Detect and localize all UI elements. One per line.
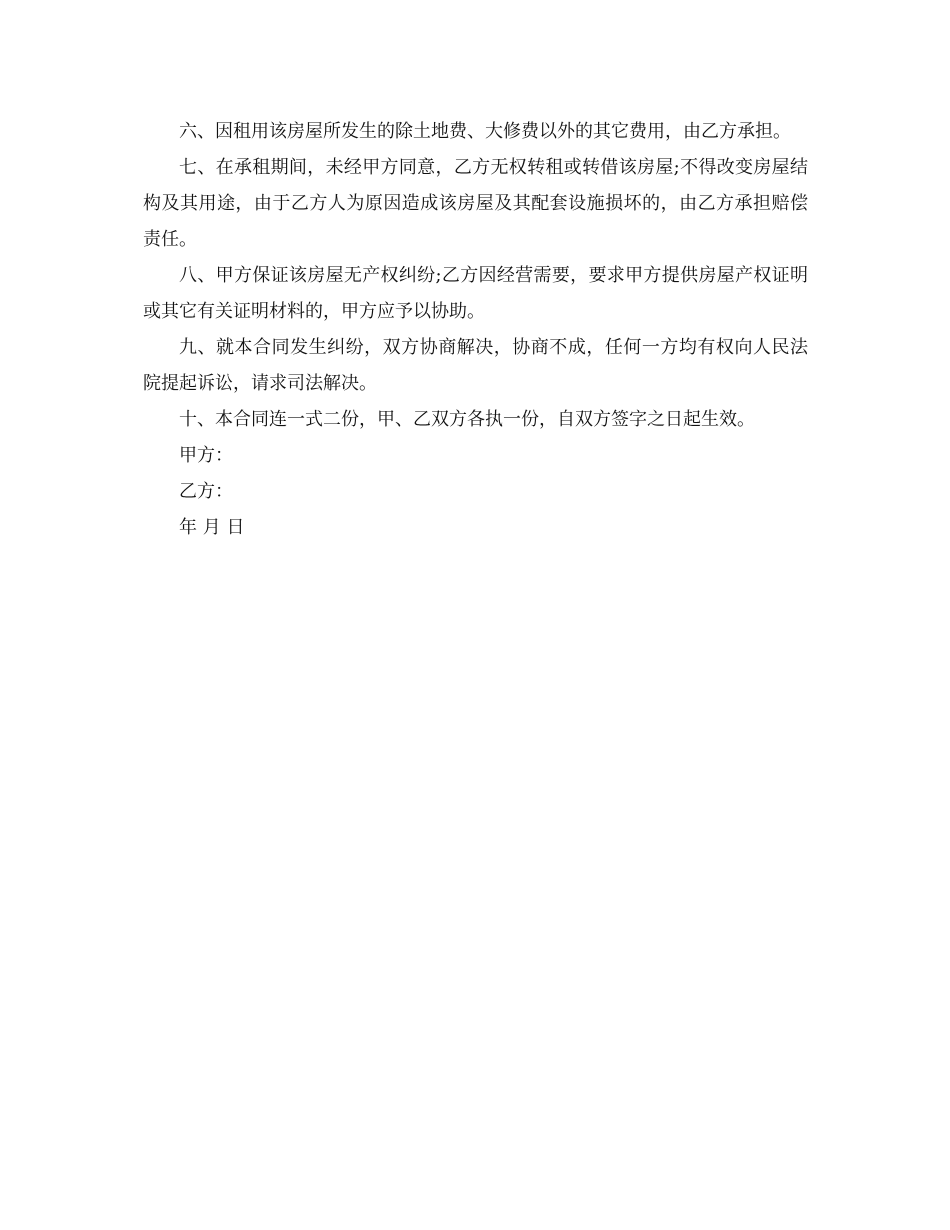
signing-date-line: 年 月 日	[179, 517, 245, 538]
party-b-signature-line: 乙方：	[179, 481, 233, 502]
party-a-signature-line: 甲方：	[179, 445, 233, 466]
clause-8: 八、甲方保证该房屋无产权纠纷;乙方因经营需要，要求甲方提供房屋产权证明或其它有关证明材料的，甲方应予以协助。	[143, 265, 808, 322]
clause-7: 七、在承租期间，未经甲方同意，乙方无权转租或转借该房屋;不得改变房屋结构及其用途，由于乙方人为原因造成该房屋及其配套设施损坏的，由乙方承担赔偿责任。	[143, 157, 808, 250]
document-body	[143, 114, 808, 546]
clause-9: 九、就本合同发生纠纷，双方协商解决，协商不成，任何一方均有权向人民法院提起诉讼，请求司法解决。	[143, 337, 808, 394]
clause-10: 十、本合同连一式二份，甲、乙双方各执一份，自双方签字之日起生效。	[179, 409, 755, 430]
clause-6: 六、因租用该房屋所发生的除土地费、大修费以外的其它费用，由乙方承担。	[179, 121, 791, 142]
